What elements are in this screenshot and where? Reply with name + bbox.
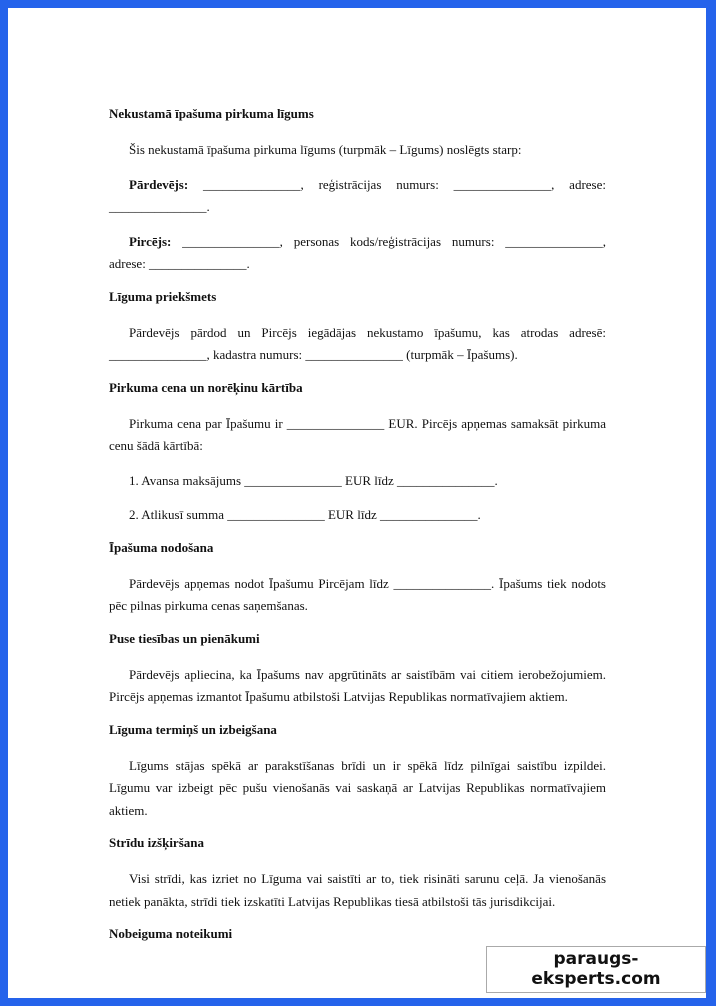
payment-item: 2. Atlikusī summa _______________ EUR līdz _______________. xyxy=(129,507,481,522)
seller-paragraph xyxy=(109,174,606,219)
document-title: Nekustamā īpašuma pirkuma līgums xyxy=(109,106,314,121)
section-paragraph: Pirkuma cena par Īpašumu ir _______________ EUR. Pircējs apņemas samaksāt pirkuma cenu šādā kārtībā: xyxy=(109,415,606,453)
buyer-text: _______________, personas kods/reģistrācijas numurs: _______________, adrese: _______________. xyxy=(109,233,606,271)
section-heading: Īpašuma nodošana xyxy=(109,539,214,555)
seller-text: _______________, reģistrācijas numurs: _______________, adrese: _______________. xyxy=(109,176,606,214)
watermark-link[interactable]: paraugs-eksperts.com xyxy=(486,946,706,993)
section-heading: Puse tiesības un pienākumi xyxy=(109,630,260,646)
section-heading: Nobeiguma noteikumi xyxy=(109,926,233,941)
section-heading: Līguma priekšmets xyxy=(109,288,217,304)
section-paragraph: Pārdevējs apņemas nodot Īpašumu Pircējam līdz _______________. Īpašums tiek nodots pēc pilnas pirkuma cenas saņemšanas. xyxy=(109,575,606,613)
section-heading: Strīdu izšķiršana xyxy=(109,835,204,850)
intro-paragraph: Šis nekustamā īpašuma pirkuma līgums (turpmāk – Līgums) noslēgts starp: xyxy=(129,142,522,157)
section-paragraph: Pārdevējs pārdod un Pircējs iegādājas nekustamo īpašumu, kas atrodas adresē: _______________, kadastra numurs: _______________ (turpmāk – Īpašums). xyxy=(109,324,606,362)
buyer-paragraph xyxy=(109,231,606,276)
seller-label: Pārdevējs: xyxy=(129,176,189,192)
document-page xyxy=(8,8,706,998)
payment-item: 1. Avansa maksājums _______________ EUR līdz _______________. xyxy=(129,472,498,488)
document-content xyxy=(109,105,606,943)
section-paragraph: Līgums stājas spēkā ar parakstīšanas brīdi un ir spēkā līdz pilnīgai saistību izpildei. Līgumu var izbeigt pēc pušu vienošanās vai saskaņā ar Latvijas Republikas normatīvajiem aktiem. xyxy=(109,757,606,818)
buyer-label: Pircējs: xyxy=(129,233,172,249)
section-heading: Līguma termiņš un izbeigšana xyxy=(109,721,277,737)
section-paragraph: Visi strīdi, kas izriet no Līguma vai saistīti ar to, tiek risināti sarunu ceļā. Ja vienošanās netiek panākta, strīdi tiek izskatīti Latvijas Republikas tiesā atbilstoši tās jurisdikcijai. xyxy=(109,871,606,909)
section-paragraph: Pārdevējs apliecina, ka Īpašums nav apgrūtināts ar saistībām vai citiem ierobežojumiem. Pircējs apņemas izmantot Īpašumu atbilstoši Latvijas Republikas normatīvajiem aktiem. xyxy=(109,666,606,704)
section-heading: Pirkuma cena un norēķinu kārtība xyxy=(109,379,303,395)
